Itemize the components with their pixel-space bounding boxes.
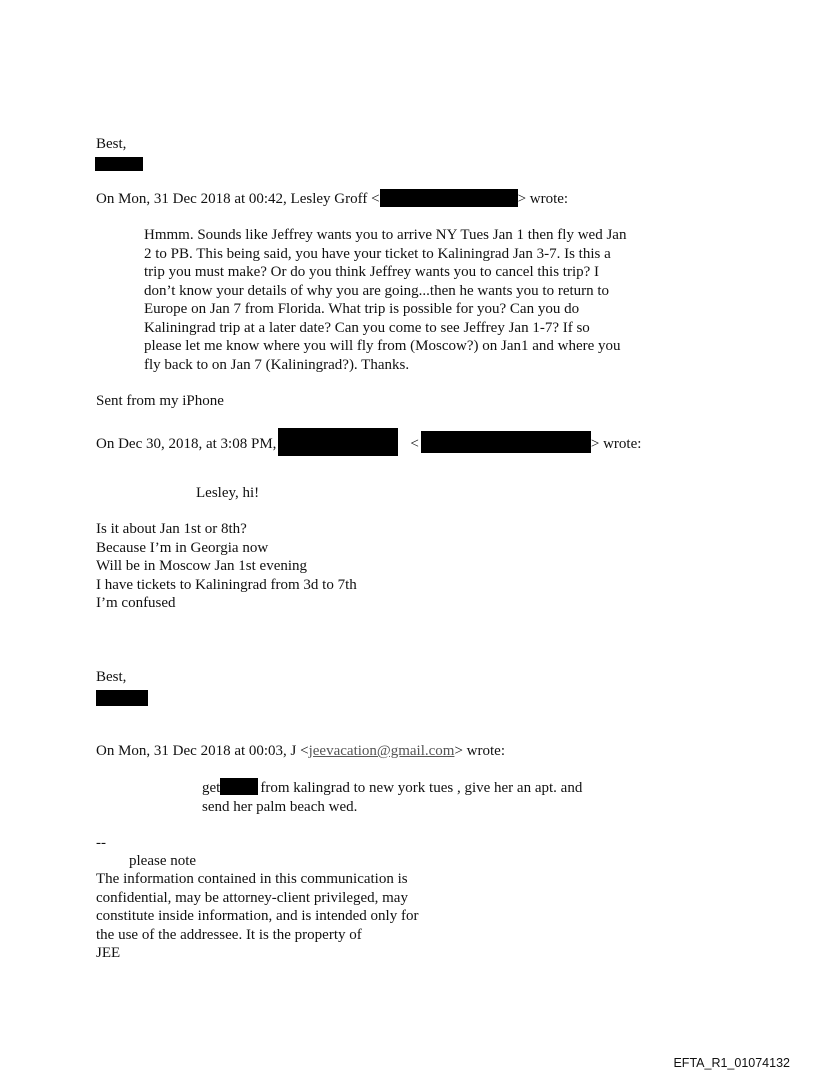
quote-header-j [96,742,505,760]
disclaimer-line: confidential, may be attorney-client privileged, may [96,889,408,906]
signature-closing: Best, [96,669,127,685]
message-line: trip you must make? Or do you think Jeffrey wants you to cancel this trip? I [144,264,600,280]
quote-header-suffix: > wrote: [517,191,569,207]
quote-header-prefix: On Mon, 31 Dec 2018 at 00:03, J < [96,743,309,759]
message-text: from kalingrad to new york tues , give her an apt. and [260,780,583,796]
redaction-bar [220,778,258,795]
signature-redaction [96,688,148,706]
redaction-bar [95,157,143,171]
disclaimer-line: constitute inside information, and is intended only for [96,908,419,925]
disclaimer-line: The information contained in this communication is [96,871,408,887]
message-line: Will be in Moscow Jan 1st evening [96,558,308,574]
message-line: I have tickets to Kaliningrad from 3d to 7th [96,576,357,593]
disclaimer-note: please note [129,853,197,869]
greeting-line: Lesley, hi! [196,485,260,501]
sent-from-line: Sent from my iPhone [96,393,224,409]
message-line: please let me know where you will fly from (Moscow?) on Jan1 and where you [144,338,621,354]
message-line: fly back to on Jan 7 (Kaliningrad?). Thanks. [144,356,410,373]
disclaimer-text [96,870,418,963]
reply-message [96,520,357,613]
quote-header-prefix: On Mon, 31 Dec 2018 at 00:42, Lesley Groff < [96,191,380,207]
message-line: don’t know your details of why you are going...then he wants you to return to [144,282,610,299]
disclaimer-line: the use of the addressee. It is the property of [96,926,362,943]
message-line: Hmmm. Sounds like Jeffrey wants you to arrive NY Tues Jan 1 then fly wed Jan [144,227,627,243]
j-message [202,778,582,816]
signature-closing: Best, [96,136,127,152]
redaction-bar [96,690,148,706]
quote-header-suffix: > wrote: [590,436,642,452]
document-id-footer: EFTA_R1_01074132 [673,1056,790,1070]
disclaimer-line: JEE [96,945,121,962]
message-line: Because I’m in Georgia now [96,539,269,556]
message-line: Europe on Jan 7 from Florida. What trip is possible for you? Can you do [144,301,580,317]
lesley-message [144,226,626,374]
message-line: Kaliningrad trip at a later date? Can you come to see Jeffrey Jan 1-7? If so [144,319,590,336]
quote-header-lt: < [410,436,419,452]
quote-header-second [96,428,641,456]
quote-header-suffix: > wrote: [454,743,505,759]
message-word: get [202,780,221,796]
message-line: I’m confused [96,595,176,611]
redaction-bar [380,189,518,207]
quote-header-lesley [96,189,568,208]
redaction-bar [278,428,398,456]
signature-redaction [95,154,143,172]
signature-dashes: -- [96,835,106,851]
quote-header-prefix: On Dec 30, 2018, at 3:08 PM, [96,436,277,452]
redaction-bar [421,431,591,453]
message-line: Is it about Jan 1st or 8th? [96,521,247,537]
message-line: 2 to PB. This being said, you have your ticket to Kaliningrad Jan 3-7. Is this a [144,245,611,262]
email-link[interactable]: jeevacation@gmail.com [308,743,455,759]
message-line: send her palm beach wed. [202,798,358,815]
message-line [202,778,582,798]
